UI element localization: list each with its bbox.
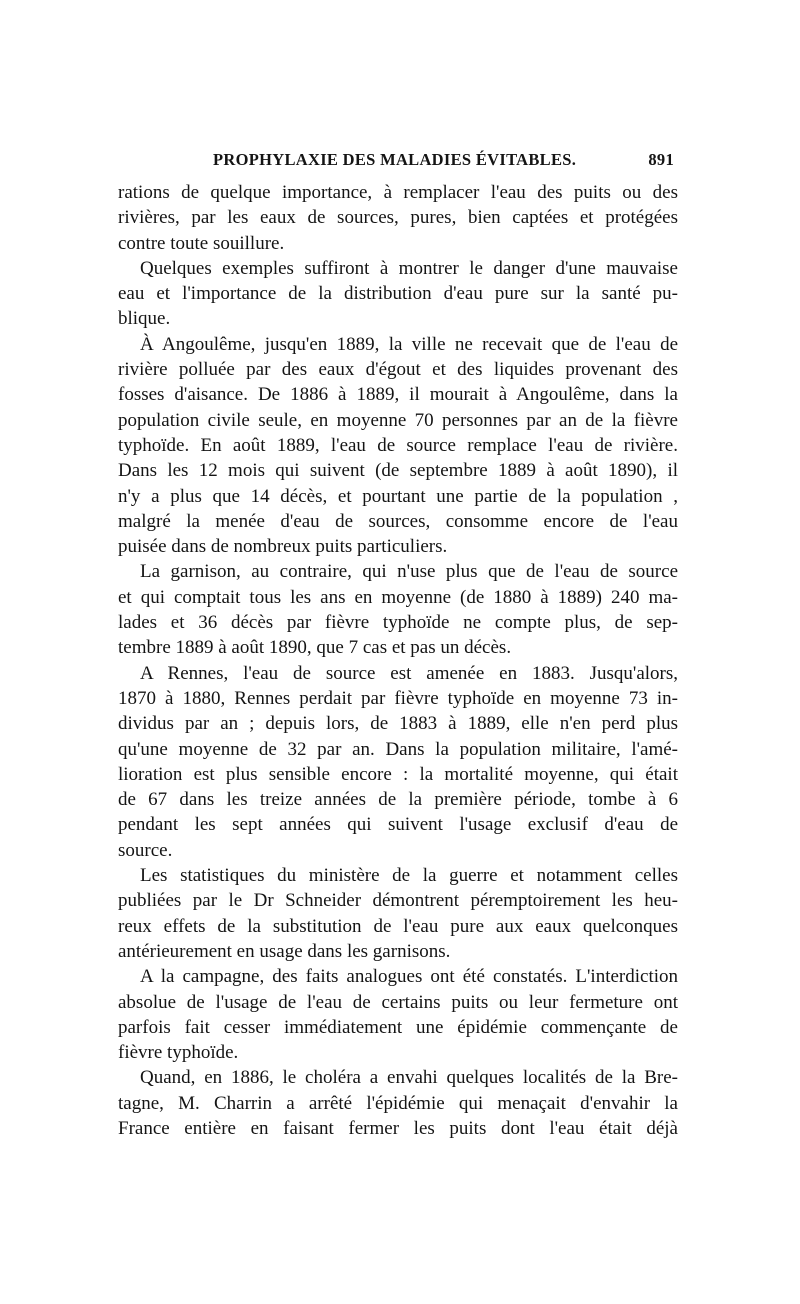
paragraph-cholera: [118, 1065, 678, 1141]
running-title: PROPHYLAXIE DES MALADIES ÉVITABLES.: [213, 150, 577, 169]
paragraph-rennes: [118, 661, 678, 863]
text-line: et qui comptait tous les ans en moyenne (de 1880 à 1889) 240 ma-: [118, 586, 678, 608]
text-line: source.: [118, 839, 173, 861]
running-header: [118, 150, 678, 180]
text-line: Quelques exemples suffiront à montrer le danger d'une mauvaise: [140, 257, 678, 279]
text-line: publiées par le Dr Schneider démontrent péremptoirement les heu-: [118, 890, 678, 912]
text-line: rations de quelque importance, à remplacer l'eau des puits ou des: [118, 182, 678, 203]
text-line: puisée dans de nombreux puits particuliers.: [118, 536, 448, 558]
text-line: lioration est plus sensible encore : la mortalité moyenne, qui était: [118, 763, 678, 785]
text-line: fièvre typhoïde.: [118, 1042, 239, 1064]
text-line: pendant les sept années qui suivent l'usage exclusif d'eau de: [118, 814, 678, 836]
paragraph-statistiques: [118, 863, 678, 964]
text-line: contre toute souillure.: [118, 232, 285, 254]
book-page: [118, 150, 678, 1141]
paragraph-campagne: [118, 964, 678, 1065]
text-line: tembre 1889 à août 1890, que 7 cas et pas un décès.: [118, 637, 512, 659]
text-line: La garnison, au contraire, qui n'use plus que de l'eau de source: [140, 561, 678, 583]
text-line: 1870 à 1880, Rennes perdait par fièvre typhoïde en moyenne 73 in-: [118, 687, 678, 709]
text-line: typhoïde. En août 1889, l'eau de source remplace l'eau de rivière.: [118, 434, 678, 456]
text-line: lades et 36 décès par fièvre typhoïde ne compte plus, de sep-: [118, 612, 678, 634]
text-line: malgré la menée d'eau de sources, consomme encore de l'eau: [118, 510, 678, 532]
paragraph-examples-intro: [118, 256, 678, 332]
paragraph-continuation: [118, 180, 678, 256]
text-line: fosses d'aisance. De 1886 à 1889, il mourait à Angoulême, dans la: [118, 384, 678, 406]
text-line: A Rennes, l'eau de source est amenée en 1883. Jusqu'alors,: [140, 662, 678, 684]
text-line: France entière en faisant fermer les puits dont l'eau était déjà: [118, 1117, 678, 1139]
text-line: de 67 dans les treize années de la première période, tombe à 6: [118, 789, 678, 811]
text-line: absolue de l'usage de l'eau de certains puits ou leur fermeture ont: [118, 991, 678, 1013]
text-line: tagne, M. Charrin a arrêté l'épidémie qui menaçait d'envahir la: [118, 1092, 678, 1114]
text-line: antérieurement en usage dans les garnisons.: [118, 940, 451, 962]
text-line: rivières, par les eaux de sources, pures, bien captées et protégées: [118, 207, 678, 229]
paragraph-garnison: [118, 559, 678, 660]
page-number: 891: [648, 150, 674, 169]
text-line: reux effets de la substitution de l'eau pure aux eaux quelconques: [118, 915, 678, 937]
paragraph-angouleme: [118, 332, 678, 560]
text-line: Dans les 12 mois qui suivent (de septembre 1889 à août 1890), il: [118, 460, 678, 482]
text-line: n'y a plus que 14 décès, et pourtant une partie de la population ,: [118, 485, 678, 507]
text-line: rivière polluée par des eaux d'égout et des liquides provenant des: [118, 359, 678, 381]
text-line: blique.: [118, 308, 171, 330]
text-line: A la campagne, des faits analogues ont été constatés. L'interdiction: [140, 966, 678, 988]
text-line: population civile seule, en moyenne 70 personnes par an de la fièvre: [118, 409, 678, 431]
text-line: dividus par an ; depuis lors, de 1883 à 1889, elle n'en perd plus: [118, 713, 678, 735]
text-line: parfois fait cesser immédiatement une épidémie commençante de: [118, 1016, 678, 1038]
text-line: Les statistiques du ministère de la guerre et notamment celles: [140, 865, 678, 887]
text-line: Quand, en 1886, le choléra a envahi quelques localités de la Bre-: [140, 1067, 678, 1089]
text-line: eau et l'importance de la distribution d'eau pure sur la santé pu-: [118, 283, 678, 305]
text-line: À Angoulême, jusqu'en 1889, la ville ne recevait que de l'eau de: [140, 333, 678, 355]
text-line: qu'une moyenne de 32 par an. Dans la population militaire, l'amé-: [118, 738, 678, 760]
